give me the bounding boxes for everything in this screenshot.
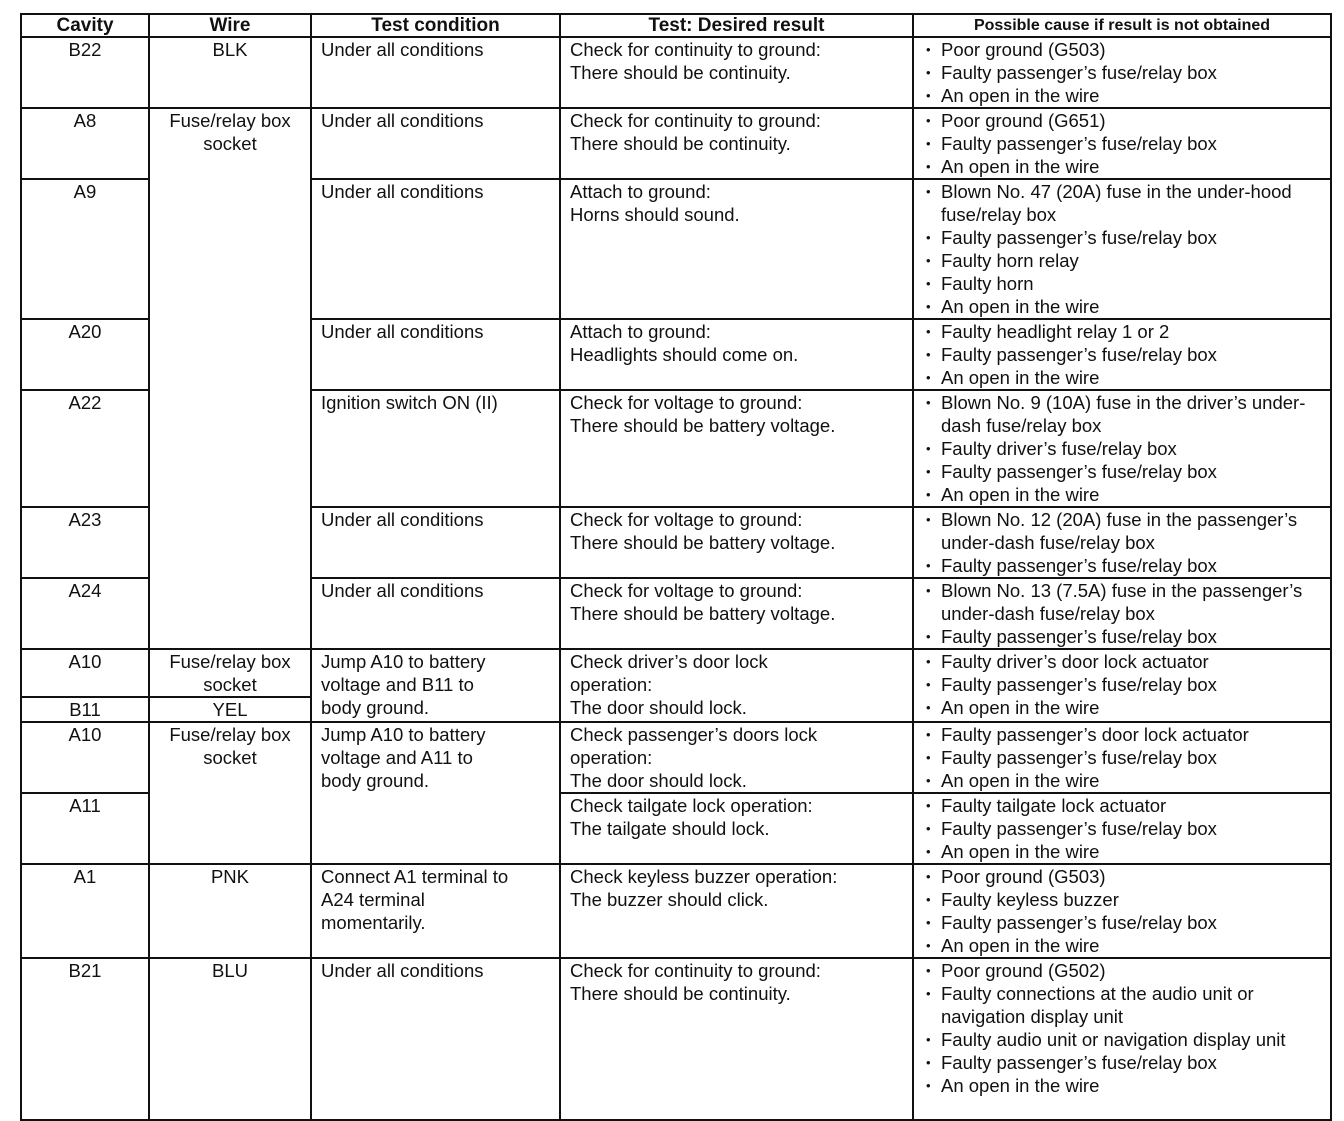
- wire-cell: Fuse/relay box socket: [149, 108, 311, 649]
- text-line: body ground.: [321, 770, 430, 791]
- text-line: Check for voltage to ground:: [570, 509, 803, 530]
- header-test-condition: Test condition: [311, 14, 560, 37]
- text-line: Check for continuity to ground:: [570, 960, 821, 981]
- table-row: [21, 722, 1331, 793]
- text-line: Check for voltage to ground:: [570, 392, 803, 413]
- cause-cell: [913, 958, 1331, 1120]
- cause-item: • Faulty passenger’s fuse/relay box: [920, 746, 1328, 769]
- result-cell: [560, 108, 913, 179]
- connector-test-table: [20, 13, 1332, 1121]
- text-line: There should be continuity.: [570, 983, 791, 1004]
- wire-cell: PNK: [149, 864, 311, 958]
- text-line: Horns should sound.: [570, 204, 740, 225]
- cavity-cell: A10: [21, 722, 149, 793]
- text-line: voltage and A11 to: [321, 747, 473, 768]
- text-line: Check passenger’s doors lock: [570, 724, 818, 745]
- cause-item: • Faulty passenger’s fuse/relay box: [920, 1051, 1328, 1074]
- cause-item: • Faulty passenger’s fuse/relay box: [920, 625, 1328, 648]
- cavity-cell: A9: [21, 179, 149, 319]
- condition-cell: Under all conditions: [311, 578, 560, 649]
- cause-item: • Faulty passenger’s fuse/relay box: [920, 343, 1328, 366]
- text-line: Attach to ground:: [570, 181, 711, 202]
- condition-cell: Under all conditions: [311, 108, 560, 179]
- cause-list: [920, 109, 1328, 178]
- cause-item: • Faulty passenger’s fuse/relay box: [920, 61, 1328, 84]
- header-possible-cause: Possible cause if result is not obtained: [913, 14, 1331, 37]
- text-line: The buzzer should click.: [570, 889, 769, 910]
- cavity-cell: A24: [21, 578, 149, 649]
- cause-cell: [913, 507, 1331, 578]
- cause-cell: [913, 390, 1331, 507]
- result-cell: [560, 319, 913, 390]
- cavity-cell: B21: [21, 958, 149, 1120]
- cause-item: • An open in the wire: [920, 1074, 1328, 1097]
- text-line: voltage and B11 to: [321, 674, 474, 695]
- text-line: operation:: [570, 747, 653, 768]
- cause-cell: [913, 319, 1331, 390]
- cause-item: • Faulty connections at the audio unit or navigation display unit: [920, 982, 1328, 1028]
- cause-item: • Faulty passenger’s door lock actuator: [920, 723, 1328, 746]
- cause-item: • Poor ground (G651): [920, 109, 1328, 132]
- cause-item: • Faulty horn: [920, 272, 1328, 295]
- text-line: Headlights should come on.: [570, 344, 799, 365]
- cavity-cell: A8: [21, 108, 149, 179]
- cause-list: [920, 508, 1328, 577]
- condition-cell: Under all conditions: [311, 507, 560, 578]
- cause-item: • Faulty passenger’s fuse/relay box: [920, 460, 1328, 483]
- wire-cell: BLU: [149, 958, 311, 1120]
- cause-item: • Faulty audio unit or navigation display unit: [920, 1028, 1328, 1051]
- cause-item: • Poor ground (G502): [920, 959, 1328, 982]
- cause-item: • Faulty passenger’s fuse/relay box: [920, 554, 1328, 577]
- result-cell: [560, 958, 913, 1120]
- text-line: Check for continuity to ground:: [570, 110, 821, 131]
- text-line: Jump A10 to battery: [321, 651, 486, 672]
- text-line: body ground.: [321, 697, 430, 718]
- cause-cell: [913, 578, 1331, 649]
- condition-cell: Under all conditions: [311, 179, 560, 319]
- cause-item: • An open in the wire: [920, 366, 1328, 389]
- terminal-test-sheet: [20, 13, 1330, 1121]
- cause-cell: [913, 649, 1331, 722]
- text-line: A24 terminal: [321, 889, 425, 910]
- cause-item: • Faulty driver’s fuse/relay box: [920, 437, 1328, 460]
- cause-list: [920, 180, 1328, 318]
- cause-cell: [913, 864, 1331, 958]
- cause-list: [920, 723, 1328, 792]
- cavity-cell: A20: [21, 319, 149, 390]
- cause-list: [920, 794, 1328, 863]
- text-line: The door should lock.: [570, 697, 747, 718]
- cavity-cell: B22: [21, 37, 149, 108]
- text-line: Attach to ground:: [570, 321, 711, 342]
- condition-cell: Ignition switch ON (II): [311, 390, 560, 507]
- cause-item: • An open in the wire: [920, 155, 1328, 178]
- text-line: Check for continuity to ground:: [570, 39, 821, 60]
- cause-item: • Poor ground (G503): [920, 38, 1328, 61]
- cause-item: • Faulty headlight relay 1 or 2: [920, 320, 1328, 343]
- text-line: Check keyless buzzer operation:: [570, 866, 838, 887]
- condition-cell: Under all conditions: [311, 958, 560, 1120]
- text-line: Check driver’s door lock: [570, 651, 768, 672]
- cavity-cell: A1: [21, 864, 149, 958]
- text-line: Jump A10 to battery: [321, 724, 486, 745]
- text-line: Connect A1 terminal to: [321, 866, 509, 887]
- cause-list: [920, 865, 1328, 957]
- text-line: operation:: [570, 674, 653, 695]
- cause-item: • Faulty passenger’s fuse/relay box: [920, 911, 1328, 934]
- condition-cell: Under all conditions: [311, 37, 560, 108]
- cause-item: • Poor ground (G503): [920, 865, 1328, 888]
- text-line: There should be battery voltage.: [570, 603, 836, 624]
- table-row: [21, 958, 1331, 1120]
- text-line: There should be continuity.: [570, 133, 791, 154]
- cause-item: • Faulty tailgate lock actuator: [920, 794, 1328, 817]
- cause-item: • Faulty passenger’s fuse/relay box: [920, 673, 1328, 696]
- condition-cell: [311, 649, 560, 722]
- result-cell: [560, 179, 913, 319]
- cause-item: • An open in the wire: [920, 934, 1328, 957]
- result-cell: [560, 793, 913, 864]
- table-row: [21, 649, 1331, 697]
- text-line: Check for voltage to ground:: [570, 580, 803, 601]
- header-desired-result: Test: Desired result: [560, 14, 913, 37]
- text-line: The tailgate should lock.: [570, 818, 770, 839]
- text-line: There should be battery voltage.: [570, 532, 836, 553]
- cause-item: • An open in the wire: [920, 295, 1328, 318]
- cause-cell: [913, 179, 1331, 319]
- result-cell: [560, 390, 913, 507]
- cavity-cell: B11: [21, 697, 149, 722]
- text-line: The door should lock.: [570, 770, 747, 791]
- result-cell: [560, 864, 913, 958]
- cavity-cell: A22: [21, 390, 149, 507]
- cause-item: • Faulty passenger’s fuse/relay box: [920, 817, 1328, 840]
- text-line: There should be battery voltage.: [570, 415, 836, 436]
- cause-item: • An open in the wire: [920, 840, 1328, 863]
- cause-item: • Faulty horn relay: [920, 249, 1328, 272]
- cause-item: • An open in the wire: [920, 84, 1328, 107]
- header-wire: Wire: [149, 14, 311, 37]
- condition-cell: [311, 864, 560, 958]
- cause-item: • Blown No. 47 (20A) fuse in the under-hood fuse/relay box: [920, 180, 1328, 226]
- cause-cell: [913, 108, 1331, 179]
- cause-item: • Faulty keyless buzzer: [920, 888, 1328, 911]
- result-cell: [560, 578, 913, 649]
- cavity-cell: A23: [21, 507, 149, 578]
- condition-cell: [311, 722, 560, 864]
- cause-item: • Faulty driver’s door lock actuator: [920, 650, 1328, 673]
- cause-item: • Blown No. 13 (7.5A) fuse in the passenger’s under-dash fuse/relay box: [920, 579, 1328, 625]
- wire-cell: BLK: [149, 37, 311, 108]
- cause-list: [920, 320, 1328, 389]
- wire-cell: Fuse/relay box socket: [149, 722, 311, 864]
- text-line: Check tailgate lock operation:: [570, 795, 813, 816]
- cause-item: • Faulty passenger’s fuse/relay box: [920, 132, 1328, 155]
- cause-cell: [913, 793, 1331, 864]
- table-row: [21, 108, 1331, 179]
- header-row: [21, 14, 1331, 37]
- cause-item: • Blown No. 12 (20A) fuse in the passenger’s under-dash fuse/relay box: [920, 508, 1328, 554]
- text-line: momentarily.: [321, 912, 426, 933]
- header-cavity: Cavity: [21, 14, 149, 37]
- cause-list: [920, 959, 1328, 1097]
- text-line: There should be continuity.: [570, 62, 791, 83]
- table-row: [21, 37, 1331, 108]
- cause-list: [920, 579, 1328, 648]
- cause-item: • An open in the wire: [920, 696, 1328, 719]
- cause-item: • An open in the wire: [920, 769, 1328, 792]
- cause-item: • Blown No. 9 (10A) fuse in the driver’s under-dash fuse/relay box: [920, 391, 1328, 437]
- table-row: [21, 864, 1331, 958]
- result-cell: [560, 649, 913, 722]
- wire-cell: YEL: [149, 697, 311, 722]
- result-cell: [560, 722, 913, 793]
- cause-list: [920, 38, 1328, 107]
- cause-item: • An open in the wire: [920, 483, 1328, 506]
- cavity-cell: A10: [21, 649, 149, 697]
- condition-cell: Under all conditions: [311, 319, 560, 390]
- cavity-cell: A11: [21, 793, 149, 864]
- result-cell: [560, 37, 913, 108]
- cause-cell: [913, 37, 1331, 108]
- cause-item: • Faulty passenger’s fuse/relay box: [920, 226, 1328, 249]
- cause-list: [920, 650, 1328, 719]
- cause-list: [920, 391, 1328, 506]
- cause-cell: [913, 722, 1331, 793]
- wire-cell: Fuse/relay box socket: [149, 649, 311, 697]
- result-cell: [560, 507, 913, 578]
